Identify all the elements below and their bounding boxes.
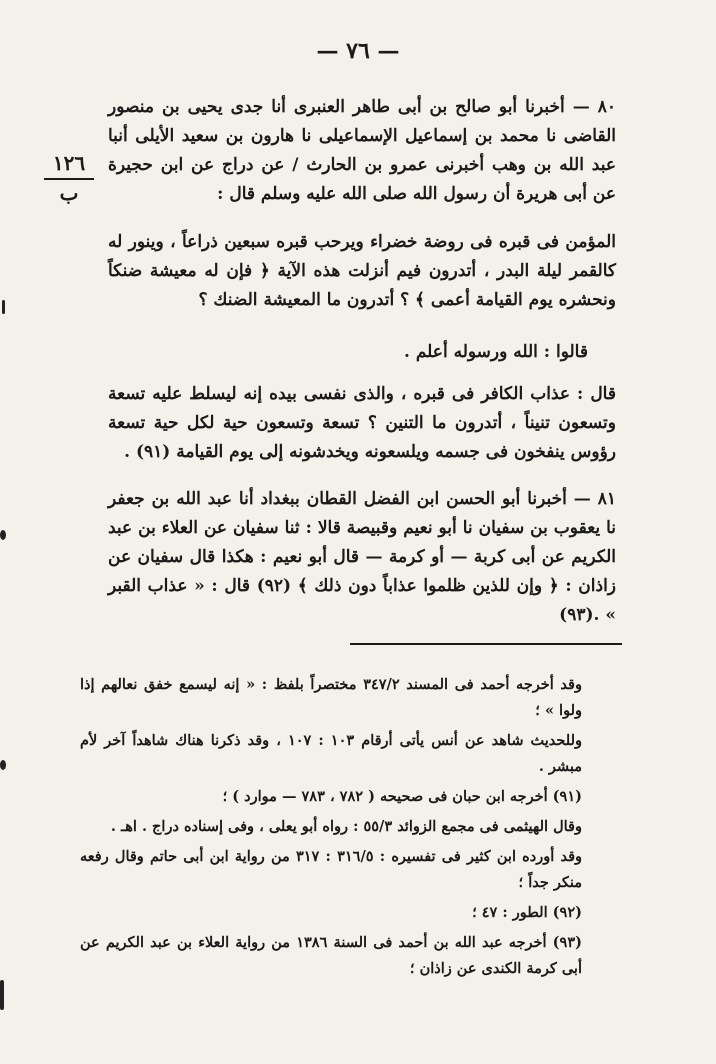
hadith-80-reply bbox=[108, 338, 616, 367]
ink-mark bbox=[2, 300, 5, 314]
footnote: (٩٣) أخرجه عبد الله بن أحمد فى السنة ١٣٨٦ من رواية العلاء بن عبد الكريم عن أبى كرمة الكندى عن زاذان ؛ bbox=[80, 934, 582, 977]
footnote: وقد أورده ابن كثير فى تفسيره : ٣١٦/٥ : ٣١٧ من رواية ابن أبى حاتم وقال رفعه منكر جداً ؛ bbox=[80, 848, 583, 891]
hadith-80-matn bbox=[108, 228, 616, 315]
hadith-81-text: ٨١ — أخبرنا أبو الحسن ابن الفضل القطان ببغداد أنا عبد الله بن جعفر نا يعقوب بن سفيان نا أبو نعيم وقبيصة قالا : ثنا سفيان عن العلاء بن عبد الكريم عن أبى كربة — أو كرمة — قال أبو نعيم : هكذا قال سفيان عن زاذان : ﴿ وإن للذين ظلموا عذاباً دون ذلك ﴾ (٩٢) قال : « عذاب القبر » .(٩٣) bbox=[108, 489, 616, 625]
footnotes bbox=[80, 672, 610, 986]
footnote: وللحديث شاهد عن أنس يأتى أرقام ١٠٣ : ١٠٧ ، وقد ذكرنا هناك شاهداً آخر لأم مبشر . bbox=[80, 732, 582, 775]
hadith-81 bbox=[108, 485, 616, 630]
ink-mark bbox=[0, 530, 6, 540]
footnote: وقد أخرجه أحمد فى المسند ٣٤٧/٢ مختصراً بلفظ : « إنه ليسمع خفق نعالهم إذا ولوا » ؛ bbox=[80, 676, 582, 719]
hadith-80-matn-text: المؤمن فى قبره فى روضة خضراء ويرحب قبره سبعين ذراعاً ، وينور له كالقمر ليلة البدر ، أتدرون فيم أنزلت هذه الآية ﴿ فإن له معيشة ضنكاً ونحشره يوم القيامة أعمى ﴾ ؟ أتدرون ما المعيشة الضنك ؟ bbox=[108, 232, 616, 310]
ink-mark bbox=[0, 760, 6, 770]
margin-note-side: ب bbox=[59, 181, 79, 205]
hadith-80-answer bbox=[108, 380, 616, 467]
hadith-80-answer-text: قال : عذاب الكافر فى قبره ، والذى نفسى بيده إنه ليسلط عليه تسعة وتسعون تنيناً ، أتدرون ما التنين ؟ تسعة وتسعون حية لكل حية تسعة رؤوس ينفخون فى جسمه ويلسعونه ويخدشونه إلى يوم القيامة (٩١) . bbox=[108, 384, 616, 462]
hadith-80-isnad-text: ٨٠ — أخبرنا أبو صالح بن أبى طاهر العنبرى أنا جدى يحيى بن منصور القاضى نا محمد بن إسماعيل الإسماعيلى نا هارون بن سعيد الأيلى أنبا عبد الله بن وهب أخبرنى عمرو بن الحارث / عن دراج عن ابن حجيرة عن أبى هريرة أن رسول الله صلى الله عليه وسلم قال : bbox=[108, 97, 616, 204]
margin-note-folio: ١٢٦ bbox=[52, 151, 86, 175]
hadith-80-reply-text: قالوا : الله ورسوله أعلم . bbox=[404, 342, 588, 362]
footnote: وقال الهيثمى فى مجمع الزوائد ٥٥/٣ : رواه أبو يعلى ، وفى إسناده دراج . اهـ . bbox=[110, 818, 582, 835]
footnote: (٩١) أخرجه ابن حبان فى صحيحه ( ٧٨٢ ، ٧٨٣ — موارد ) ؛ bbox=[222, 788, 582, 805]
footnote-separator bbox=[350, 643, 622, 645]
page-number: — ٧٦ — bbox=[316, 38, 400, 64]
footnote: (٩٢) الطور : ٤٧ ؛ bbox=[472, 904, 582, 921]
ink-mark bbox=[0, 980, 4, 1010]
hadith-80-isnad bbox=[108, 93, 616, 209]
margin-note bbox=[44, 150, 94, 206]
